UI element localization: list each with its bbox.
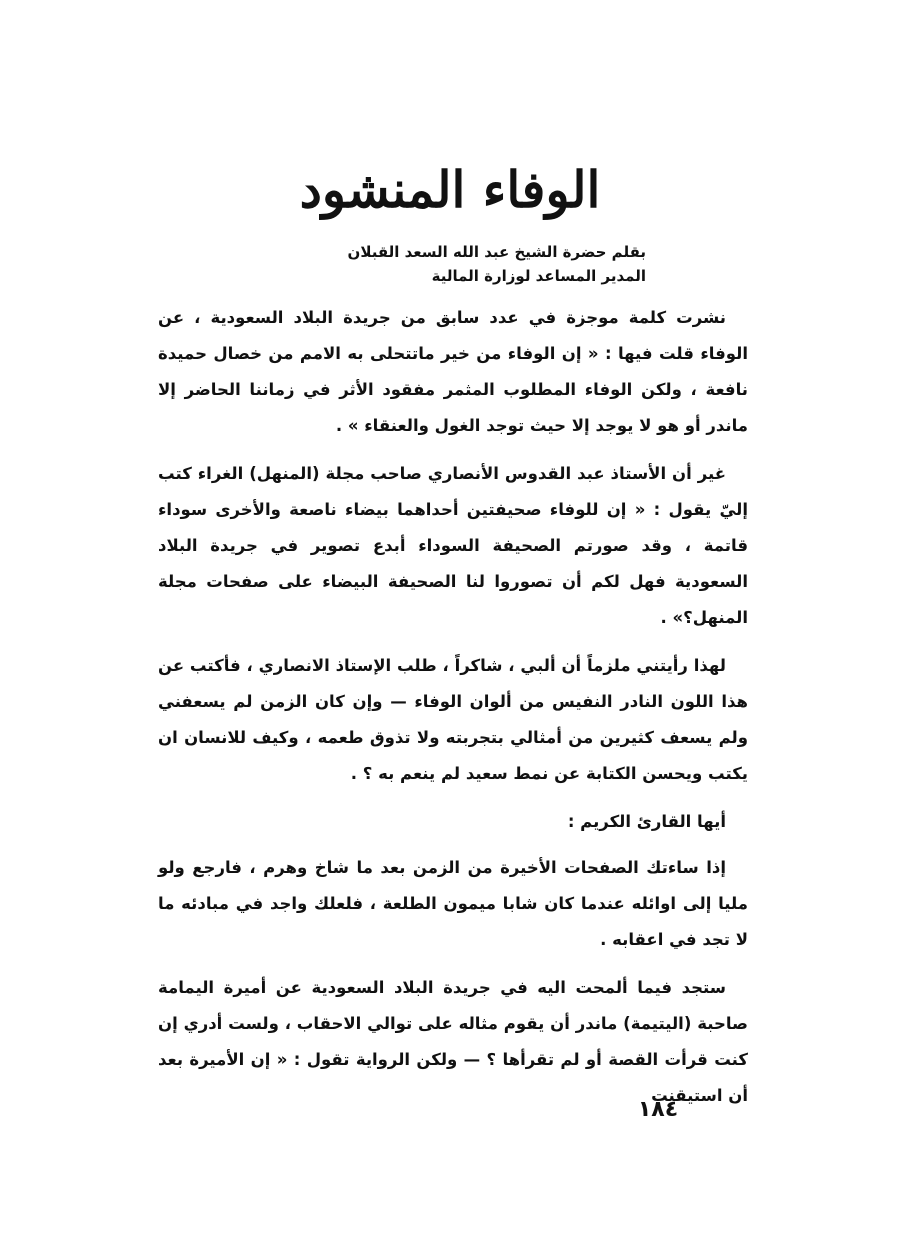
author-position-line: المدير المساعد لوزارة المالية (431, 267, 646, 285)
paragraph-4: إذا ساءتك الصفحات الأخيرة من الزمن بعد ما شاخ وهرم ، فارجع ولو مليا إلى اوائله عندما كان شابا ميمون الطلعة ، فلعلك واجد في مبادئه ما لا تجد في اعقابه . (158, 858, 748, 949)
paragraph-1: نشرت كلمة موجزة في عدد سابق من جريدة البلاد السعودية ، عن الوفاء قلت فيها : « إن الوفاء من خير ماتتحلى به الامم من خصال حميدة نافعة ، ولكن الوفاء المطلوب المثمر مفقود الأثر في زماننا الحاضر إلا ماندر أو هو لا يوجد إلا حيث توجد الغول والعنقاء » . (158, 308, 748, 435)
author-byline (246, 240, 646, 288)
article-body (158, 300, 748, 1126)
paragraph-5: ستجد فيما ألمحت اليه في جريدة البلاد السعودية عن أميرة اليمامة صاحبة (اليتيمة) ماندر أن يقوم مثاله على توالي الاحقاب ، ولست أدري إن كنت قرأت القصة أو لم تقرأها ؟ — ولكن الرواية تقول : « إن الأميرة بعد أن استيقنت (158, 978, 748, 1105)
paragraph-3: لهذا رأيتني ملزماً أن ألبي ، شاكراً ، طلب الإستاذ الانصاري ، فأكتب عن هذا اللون النادر النفيس من ألوان الوفاء — وإن كان الزمن لم يسعفني ولم يسعف كثيرين من أمثالي بتجربته ولا تذوق طعمه ، وكيف للانسان ان يكتب ويحسن الكتابة عن نمط سعيد لم ينعم به ؟ . (158, 656, 748, 783)
article-title: الوفاء المنشود (299, 160, 601, 219)
paragraph-2: غير أن الأستاذ عبد القدوس الأنصاري صاحب مجلة (المنهل) الغراء كتب إليّ يقول : « إن للوفاء صحيفتين أحداهما بيضاء ناصعة والأخرى سوداء قاتمة ، وقد صورتم الصحيفة السوداء أبدع تصوير في جريدة البلاد السعودية فهل لكم أن تصوروا لنا الصحيفة البيضاء على صفحات مجلة المنهل؟» . (158, 464, 748, 627)
page-number: ١٨٤ (637, 1097, 679, 1122)
author-name-line: بقلم حضرة الشيخ عبد الله السعد القبلان (347, 243, 646, 261)
salutation-line: أيها القارئ الكريم : (567, 812, 726, 831)
